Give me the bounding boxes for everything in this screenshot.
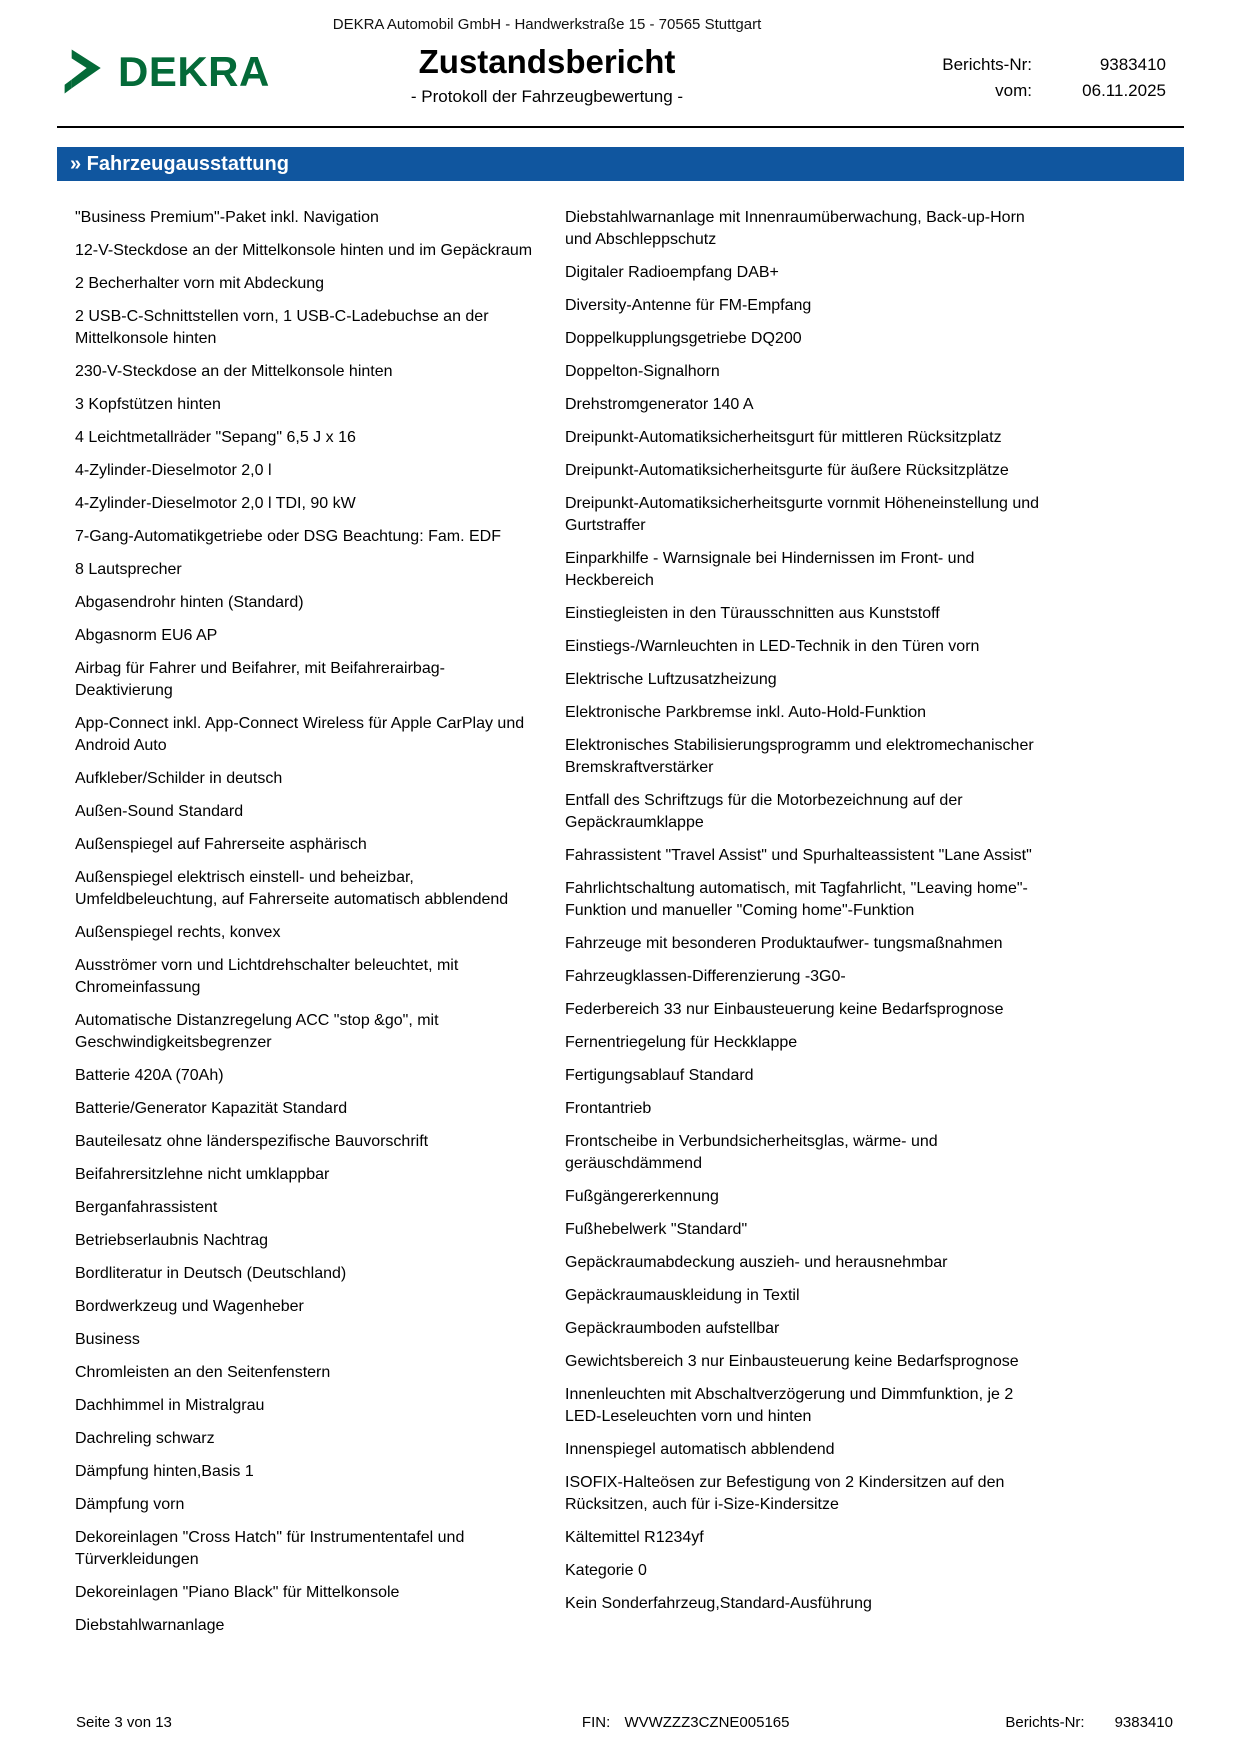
equipment-item: 12-V-Steckdose an der Mittelkonsole hinten und im Gepäckraum	[75, 242, 533, 259]
equipment-item: Fahrassistent "Travel Assist" und Spurhalteassistent "Lane Assist"	[565, 847, 1032, 864]
page-subtitle: - Protokoll der Fahrzeugbewertung -	[410, 87, 684, 107]
section-title: » Fahrzeugausstattung	[70, 152, 289, 175]
equipment-item: Fertigungsablauf Standard	[565, 1067, 754, 1084]
equipment-item: Dekoreinlagen "Piano Black" für Mittelkonsole	[75, 1584, 400, 1601]
footer-report-meta	[1005, 1714, 1173, 1731]
equipment-item: Einstiegs-/Warnleuchten in LED-Technik in den Türen vorn	[565, 638, 980, 655]
equipment-item: Batterie/Generator Kapazität Standard	[75, 1100, 348, 1117]
equipment-item: Doppelkupplungsgetriebe DQ200	[565, 330, 802, 347]
equipment-item: Gepäckraumauskleidung in Textil	[565, 1287, 800, 1304]
report-date-value: 06.11.2025	[1082, 81, 1166, 100]
equipment-item: Fußhebelwerk "Standard"	[565, 1221, 748, 1238]
equipment-item: Berganfahrassistent	[75, 1199, 218, 1216]
equipment-item: Digitaler Radioempfang DAB+	[565, 264, 779, 281]
fin-value: WVWZZZ3CZNE005165	[624, 1714, 790, 1731]
fin-label: FIN:	[581, 1714, 611, 1731]
equipment-item: Einstiegleisten in den Türausschnitten aus Kunststoff	[565, 605, 940, 622]
equipment-item: Abgasnorm EU6 AP	[75, 627, 218, 644]
equipment-item: Elektrische Luftzusatzheizung	[565, 671, 777, 688]
footer-report-number-value: 9383410	[1114, 1714, 1173, 1731]
equipment-item: 2 USB-C-Schnittstellen vorn, 1 USB-C-Ladebuchse an der Mittelkonsole hinten	[75, 308, 489, 347]
equipment-item: 2 Becherhalter vorn mit Abdeckung	[75, 275, 325, 292]
dekra-logo-text: DEKRA	[118, 48, 270, 95]
equipment-item: Batterie 420A (70Ah)	[75, 1067, 224, 1084]
equipment-item: Ausströmer vorn und Lichtdrehschalter beleuchtet, mit Chromeinfassung	[75, 957, 459, 996]
report-number-value: 9383410	[1099, 55, 1166, 74]
equipment-item: Frontscheibe in Verbundsicherheitsglas, wärme- und geräuschdämmend	[565, 1133, 938, 1172]
equipment-item: Bordliteratur in Deutsch (Deutschland)	[75, 1265, 347, 1282]
footer-report-number-label: Berichts-Nr:	[1005, 1714, 1085, 1731]
equipment-item: Betriebserlaubnis Nachtrag	[75, 1232, 268, 1249]
report-date-label: vom:	[995, 81, 1032, 100]
equipment-item: Fahrzeuge mit besonderen Produktaufwer- tungsmaßnahmen	[565, 935, 1003, 952]
equipment-item: Doppelton-Signalhorn	[565, 363, 720, 380]
equipment-item: Dämpfung vorn	[75, 1496, 185, 1513]
equipment-item: "Business Premium"-Paket inkl. Navigation	[75, 209, 379, 226]
section-header-fahrzeugausstattung	[57, 147, 1184, 181]
equipment-item: 3 Kopfstützen hinten	[75, 396, 221, 413]
equipment-item: Aufkleber/Schilder in deutsch	[75, 770, 283, 787]
equipment-item: Diebstahlwarnanlage	[75, 1617, 225, 1634]
equipment-item: 4 Leichtmetallräder "Sepang" 6,5 J x 16	[75, 429, 356, 446]
equipment-item: 4-Zylinder-Dieselmotor 2,0 l	[75, 462, 272, 479]
equipment-item: Dreipunkt-Automatiksicherheitsgurte für äußere Rücksitzplätze	[565, 462, 1009, 479]
equipment-item: Entfall des Schriftzugs für die Motorbezeichnung auf der Gepäckraumklappe	[565, 792, 963, 831]
equipment-item: Drehstromgenerator 140 A	[565, 396, 754, 413]
equipment-item: Elektronische Parkbremse inkl. Auto-Hold-Funktion	[565, 704, 927, 721]
equipment-item: 7-Gang-Automatikgetriebe oder DSG Beachtung: Fam. EDF	[75, 528, 501, 545]
equipment-item: Außenspiegel auf Fahrerseite asphärisch	[75, 836, 367, 853]
equipment-item: Fernentriegelung für Heckklappe	[565, 1034, 798, 1051]
equipment-column-right	[565, 207, 1043, 1626]
equipment-item: Beifahrersitzlehne nicht umklappbar	[75, 1166, 330, 1183]
equipment-item: Dreipunkt-Automatiksicherheitsgurt für mittleren Rücksitzplatz	[565, 429, 1002, 446]
equipment-item: Federbereich 33 nur Einbausteuerung keine Bedarfsprognose	[565, 1001, 1004, 1018]
document-header	[57, 44, 1037, 107]
equipment-item: Abgasendrohr hinten (Standard)	[75, 594, 304, 611]
equipment-item: Elektronisches Stabilisierungsprogramm und elektromechanischer Bremskraftverstärker	[565, 737, 1034, 776]
equipment-item: 8 Lautsprecher	[75, 561, 182, 578]
equipment-item: Fußgängererkennung	[565, 1188, 719, 1205]
equipment-item: Dachreling schwarz	[75, 1430, 215, 1447]
report-meta	[942, 52, 1166, 104]
report-number-label: Berichts-Nr:	[942, 55, 1032, 74]
equipment-item: Außenspiegel rechts, konvex	[75, 924, 281, 941]
equipment-item: Bordwerkzeug und Wagenheber	[75, 1298, 304, 1315]
equipment-list	[75, 207, 1043, 1648]
equipment-item: Kältemittel R1234yf	[565, 1529, 704, 1546]
equipment-item: Dachhimmel in Mistralgrau	[75, 1397, 265, 1414]
equipment-item: Außenspiegel elektrisch einstell- und beheizbar, Umfeldbeleuchtung, auf Fahrerseite automatisch abblendend	[75, 869, 509, 908]
equipment-item: Außen-Sound Standard	[75, 803, 244, 820]
equipment-item: Chromleisten an den Seitenfenstern	[75, 1364, 331, 1381]
equipment-item: Dämpfung hinten,Basis 1	[75, 1463, 254, 1480]
equipment-item: Gewichtsbereich 3 nur Einbausteuerung keine Bedarfsprognose	[565, 1353, 1019, 1370]
equipment-item: Bauteilesatz ohne länderspezifische Bauvorschrift	[75, 1133, 429, 1150]
fin-block	[366, 1714, 1005, 1731]
equipment-column-left	[75, 207, 535, 1648]
header-divider	[57, 126, 1184, 128]
equipment-item: Fahrlichtschaltung automatisch, mit Tagfahrlicht, "Leaving home"-Funktion und manueller "Coming home"-Funktion	[565, 880, 1028, 919]
equipment-item: Automatische Distanzregelung ACC "stop &go", mit Geschwindigkeitsbegrenzer	[75, 1012, 439, 1051]
equipment-item: Innenleuchten mit Abschaltverzögerung und Dimmfunktion, je 2 LED-Leseleuchten vorn und hinten	[565, 1386, 1014, 1425]
equipment-item: Innenspiegel automatisch abblendend	[565, 1441, 835, 1458]
page-number: Seite 3 von 13	[76, 1714, 172, 1731]
equipment-item: Einparkhilfe - Warnsignale bei Hindernissen im Front- und Heckbereich	[565, 550, 975, 589]
equipment-item: Diebstahlwarnanlage mit Innenraumüberwachung, Back-up-Horn und Abschleppschutz	[565, 209, 1025, 248]
equipment-item: Airbag für Fahrer und Beifahrer, mit Beifahrerairbag-Deaktivierung	[75, 660, 445, 699]
equipment-item: Dreipunkt-Automatiksicherheitsgurte vornmit Höheneinstellung und Gurtstraffer	[565, 495, 1040, 534]
equipment-item: Kategorie 0	[565, 1562, 647, 1579]
equipment-item: Fahrzeugklassen-Differenzierung -3G0-	[565, 968, 846, 985]
equipment-item: Diversity-Antenne für FM-Empfang	[565, 297, 812, 314]
page-title: Zustandsbericht	[418, 43, 676, 80]
equipment-item: Business	[75, 1331, 140, 1348]
equipment-item: ISOFIX-Halteösen zur Befestigung von 2 Kindersitzen auf den Rücksitzen, auch für i-Size-Kindersitze	[565, 1474, 1005, 1513]
equipment-item: 4-Zylinder-Dieselmotor 2,0 l TDI, 90 kW	[75, 495, 356, 512]
page-footer	[57, 1714, 1184, 1731]
company-address-line: DEKRA Automobil GmbH - Handwerkstraße 15 - 70565 Stuttgart	[332, 16, 762, 33]
equipment-item: Gepäckraumabdeckung auszieh- und herausnehmbar	[565, 1254, 948, 1271]
equipment-item: Gepäckraumboden aufstellbar	[565, 1320, 780, 1337]
equipment-item: App-Connect inkl. App-Connect Wireless für Apple CarPlay und Android Auto	[75, 715, 525, 754]
equipment-item: Kein Sonderfahrzeug,Standard-Ausführung	[565, 1595, 872, 1612]
equipment-item: Dekoreinlagen "Cross Hatch" für Instrumententafel und Türverkleidungen	[75, 1529, 465, 1568]
equipment-item: Frontantrieb	[565, 1100, 652, 1117]
equipment-item: 230-V-Steckdose an der Mittelkonsole hinten	[75, 363, 393, 380]
